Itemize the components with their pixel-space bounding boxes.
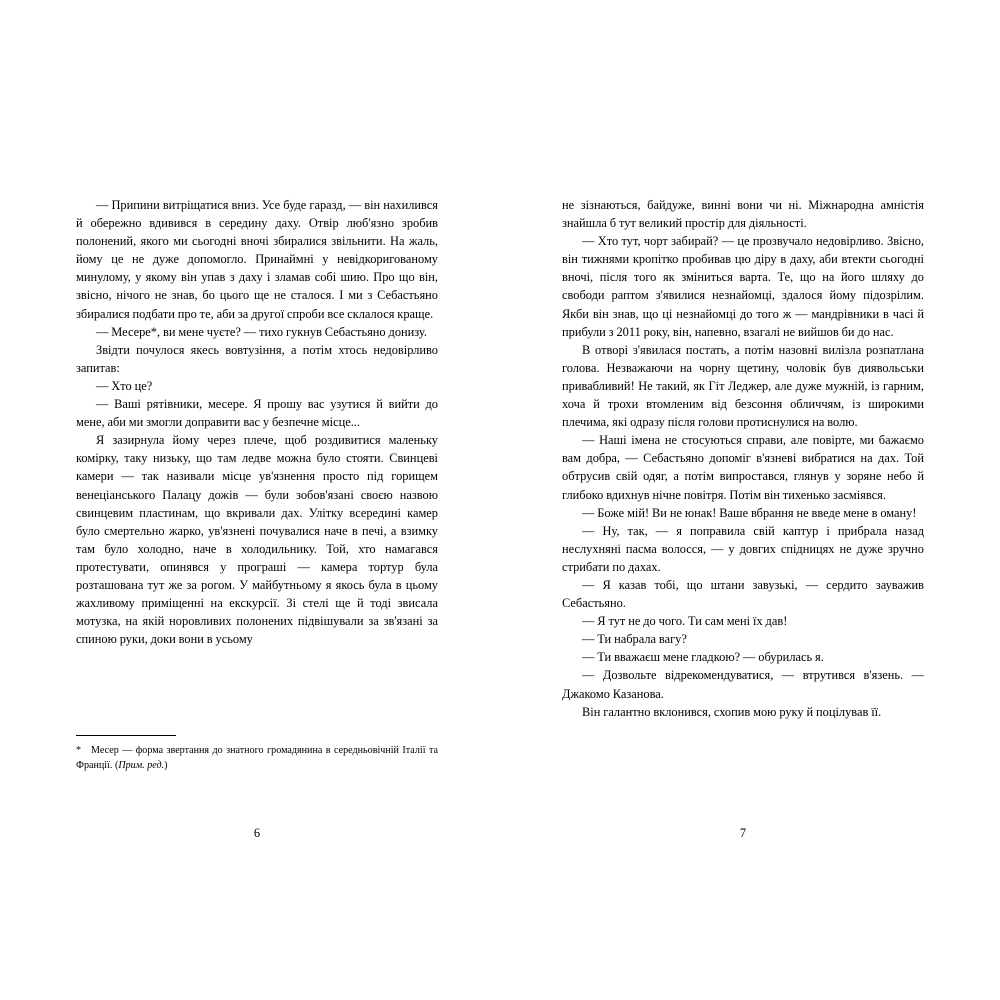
page-number-right: 7 <box>739 826 747 840</box>
paragraph: Звідти почулося якесь вовтузіння, а потім хтось недовірливо запитав: <box>76 342 438 375</box>
footnote-divider <box>76 735 176 736</box>
paragraph: — Я казав тобі, що штани завузькі, — сердито зауважив Себастьяно. <box>562 577 924 611</box>
paragraph: — Месере*, ви мене чуєте? — тихо гукнув Себастьяно донизу. <box>96 324 427 339</box>
paragraph: — Наші імена не стосуються справи, але повірте, ми бажаємо вам добра, — Себастьяно допоміг в'язневі вибратися на дах. Той обтрусив свій одяг, а потім випростався, глянув у зоряне небо й глибоко вдихнув нічне повітря. Потім він тихенько засміявся. <box>562 433 924 502</box>
paragraph: — Хто тут, чорт забирай? — це прозвучало недовірливо. Звісно, він тижнями кропітко пробивав цю діру в даху, аби втекти сьогодні вночі, після того як зміниться варта. Те, що на його шляху до свободи раптом з'явилися незнайомці, здалося йому підозрілим. Якби він знав, що ці незнайомці до того ж — мандрівники в часі й прибули з 2011 року, він, напевно, взагалі не вийшов би до нас. <box>562 234 924 339</box>
paragraph: не зізнаються, байдуже, винні вони чи ні. Міжнародна амністія знайшла б тут великий простір для діяльності. <box>562 198 924 231</box>
paragraph: Я зазирнула йому через плече, щоб роздивитися маленьку комірку, таку низьку, що там ледве можна було стояти. Свинцеві камери — так називали місце ув'язнення просто під горищем венеціанського Палацу дожів — були зобов'язані своєю назвою свинцевим пластинам, що вкривали дах. Улітку всередині камер було смертельно жарко, ув'язнені почувалися наче в печі, а взимку там було холодно, наче в холодильнику. Той, хто намагався протестувати, опинявся у програші — камера тортур була розташована тут же за рогом. У майбутньому я якось була в цьому жахливому приміщенні на екскурсії. Зі стелі ще й тоді звисала мотузка, на якій норовливих полонених підвішували за зв'язані за спиною руки, доки вони в усьому <box>76 433 438 647</box>
paragraph: — Ти вважаєш мене гладкою? — обурилась я. <box>582 650 824 665</box>
paragraph: — Хто це? <box>96 378 153 393</box>
left-page <box>76 196 438 648</box>
left-page-text-column <box>76 196 438 648</box>
footnote-text <box>76 743 438 773</box>
footnote-body: Месер — форма звертання до знатного громадянина в середньовічній Італії та Франції. ( <box>76 745 438 771</box>
footnote-block <box>76 735 438 773</box>
paragraph: В отворі з'явилася постать, а потім назовні вилізла розпатлана голова. Незважаючи на чорну щетину, чоловік був диявольськи привабливий! Не такий, як Гіт Леджер, але дуже мужній, із гарним, хоча й трохи втомленим від безсоння обличчям, із широкими плечима, які одразу після голови протиснулися на волю. <box>562 342 924 430</box>
paragraph: — Ну, так, — я поправила свій каптур і прибрала назад неслухняні пасма волосся, — у довгих спідницях не дуже зручно стрибати по дахах. <box>562 523 924 574</box>
footnote-marker: * <box>76 745 82 756</box>
footnote-tail: ) <box>164 760 168 771</box>
paragraph: — Ваші рятівники, месере. Я прошу вас узутися й вийти до мене, аби ми змогли доправити вас у безпечне місце... <box>76 397 438 430</box>
right-page <box>562 196 924 721</box>
paragraph: Він галантно вклонився, схопив мою руку й поцілував її. <box>582 704 882 719</box>
footnote-italic: Прим. ред. <box>118 760 165 771</box>
right-page-text-column <box>562 196 924 721</box>
paragraph: — Ти набрала вагу? <box>582 632 687 647</box>
paragraph: — Припини витріщатися вниз. Усе буде гаразд, — він нахилився й обережно вдивився в середину даху. Отвір люб'язно зробив полонений, якого ми сьогодні вночі збиралися звільнити. На жаль, йому це не дуже допомогло. Принаймні у невідкоригованому минулому, у якому він упав з даху і зламав собі шию. Про що він, звісно, нічого не знав, бо цього ще не сталося. І ми з Себастьяно збиралися подбати про те, аби за другої спроби все склалося краще. <box>76 198 438 321</box>
paragraph: — Боже мій! Ви не юнак! Ваше вбрання не введе мене в оману! <box>582 505 917 520</box>
page-number-left: 6 <box>253 826 261 840</box>
paragraph: — Дозвольте відрекомендуватися, — втрутився в'язень. — Джакомо Казанова. <box>562 668 924 701</box>
paragraph: — Я тут не до чого. Ти сам мені їх дав! <box>582 614 788 629</box>
